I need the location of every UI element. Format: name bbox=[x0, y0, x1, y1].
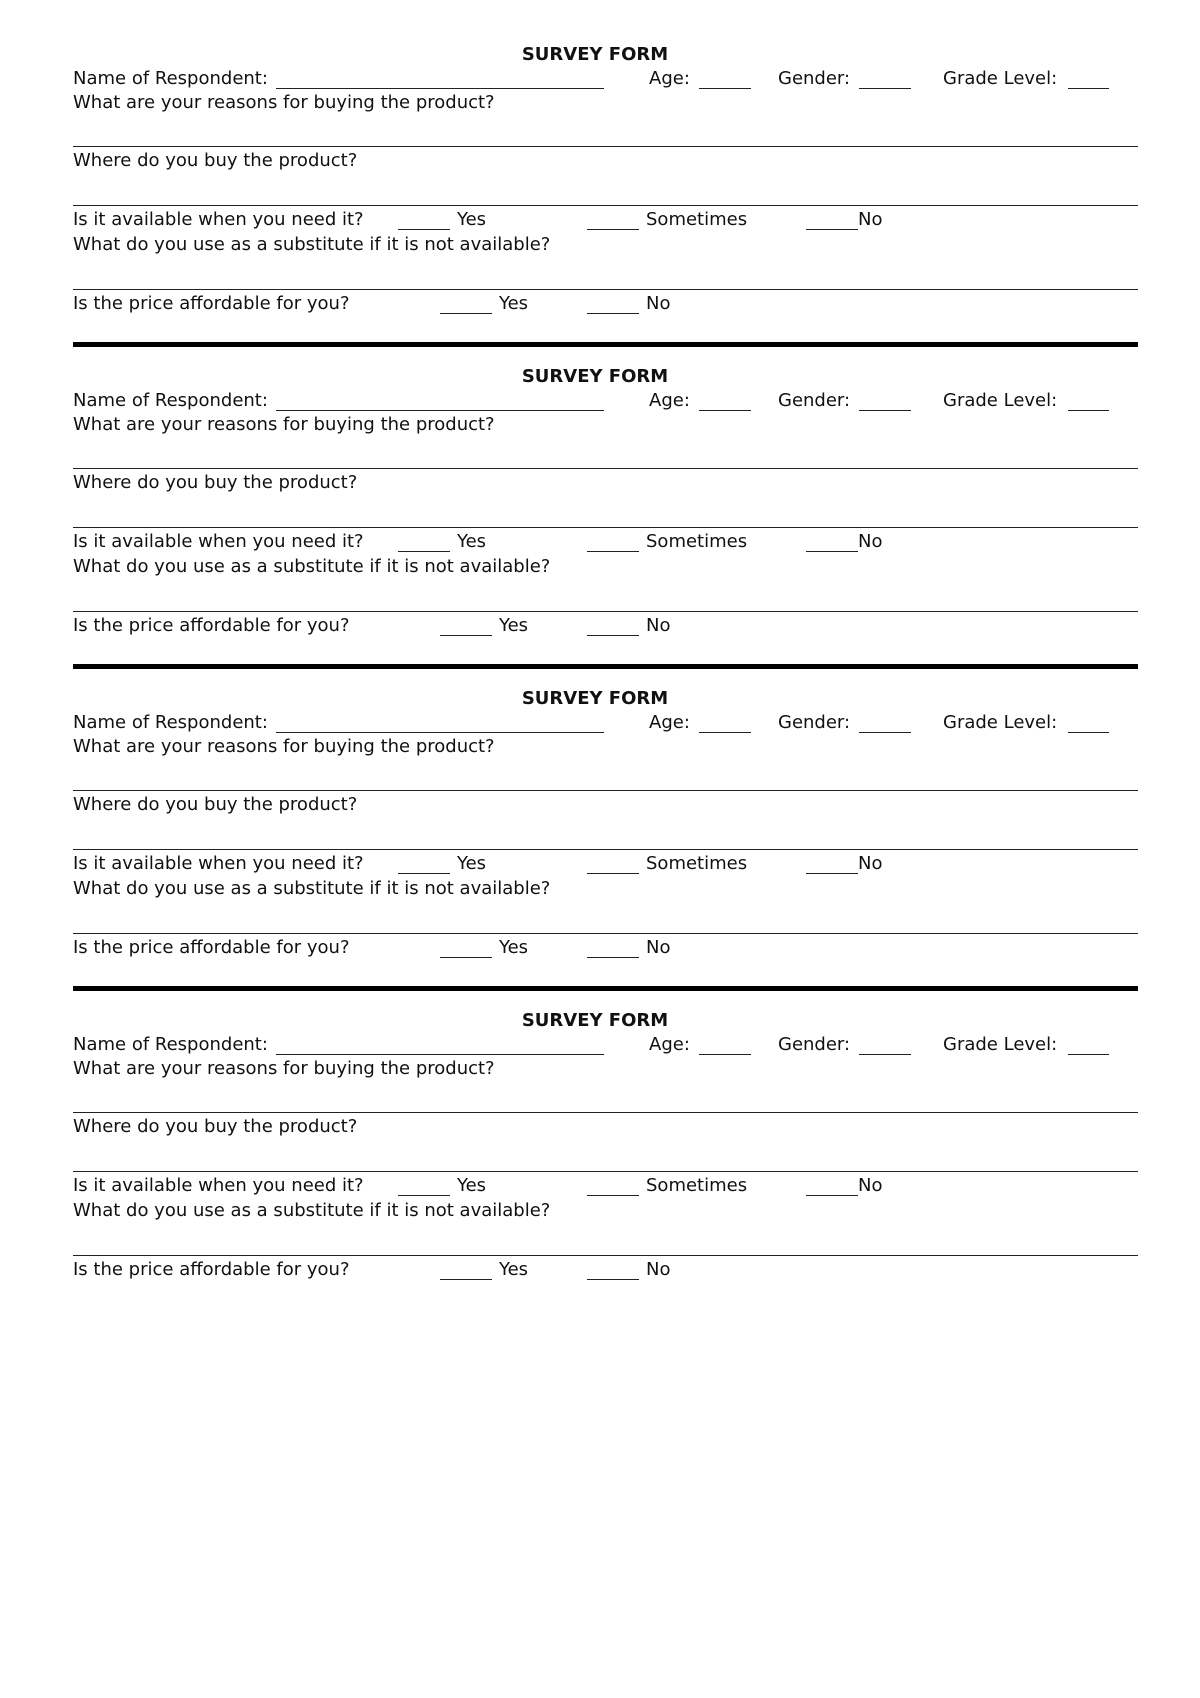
respondent-name-blank[interactable] bbox=[276, 716, 604, 733]
grade-level-label: Grade Level: bbox=[943, 712, 1058, 733]
survey-form-4 bbox=[0, 966, 1200, 1280]
question-where: Where do you buy the product? bbox=[73, 472, 358, 493]
answer-line-substitute[interactable] bbox=[73, 933, 1138, 934]
respondent-name-label: Name of Respondent: bbox=[73, 1034, 268, 1055]
question-price: Is the price affordable for you? bbox=[73, 937, 350, 958]
price-no-blank[interactable] bbox=[587, 1263, 639, 1280]
gender-label: Gender: bbox=[778, 390, 851, 411]
available-no-label: No bbox=[858, 853, 883, 874]
available-yes-label: Yes bbox=[457, 531, 487, 552]
question-available: Is it available when you need it? bbox=[73, 531, 364, 552]
answer-line-where[interactable] bbox=[73, 849, 1138, 850]
answer-line-substitute[interactable] bbox=[73, 289, 1138, 290]
question-where: Where do you buy the product? bbox=[73, 1116, 358, 1137]
answer-line-where[interactable] bbox=[73, 527, 1138, 528]
available-sometimes-blank[interactable] bbox=[587, 1179, 639, 1196]
available-yes-blank[interactable] bbox=[398, 535, 450, 552]
price-yes-blank[interactable] bbox=[440, 1263, 492, 1280]
price-no-label: No bbox=[646, 615, 671, 636]
price-no-blank[interactable] bbox=[587, 941, 639, 958]
grade-level-blank[interactable] bbox=[1068, 716, 1109, 733]
available-yes-label: Yes bbox=[457, 853, 487, 874]
available-yes-label: Yes bbox=[457, 1175, 487, 1196]
available-yes-blank[interactable] bbox=[398, 857, 450, 874]
price-yes-blank[interactable] bbox=[440, 297, 492, 314]
available-sometimes-blank[interactable] bbox=[587, 857, 639, 874]
answer-line-substitute[interactable] bbox=[73, 611, 1138, 612]
available-sometimes-label: Sometimes bbox=[646, 853, 748, 874]
available-no-label: No bbox=[858, 531, 883, 552]
answer-line-reasons[interactable] bbox=[73, 146, 1138, 147]
age-label: Age: bbox=[649, 712, 690, 733]
question-substitute: What do you use as a substitute if it is not available? bbox=[73, 878, 551, 899]
question-reasons: What are your reasons for buying the product? bbox=[73, 92, 495, 113]
answer-line-reasons[interactable] bbox=[73, 468, 1138, 469]
available-no-label: No bbox=[858, 209, 883, 230]
available-sometimes-label: Sometimes bbox=[646, 1175, 748, 1196]
gender-label: Gender: bbox=[778, 68, 851, 89]
available-no-blank[interactable] bbox=[806, 857, 858, 874]
price-no-blank[interactable] bbox=[587, 297, 639, 314]
price-yes-blank[interactable] bbox=[440, 619, 492, 636]
available-yes-blank[interactable] bbox=[398, 1179, 450, 1196]
age-blank[interactable] bbox=[699, 716, 751, 733]
available-no-blank[interactable] bbox=[806, 1179, 858, 1196]
available-no-label: No bbox=[858, 1175, 883, 1196]
available-sometimes-label: Sometimes bbox=[646, 209, 748, 230]
respondent-name-blank[interactable] bbox=[276, 394, 604, 411]
form-title: SURVEY FORM bbox=[521, 1010, 669, 1031]
question-where: Where do you buy the product? bbox=[73, 794, 358, 815]
survey-form-1 bbox=[0, 0, 1200, 314]
question-reasons: What are your reasons for buying the product? bbox=[73, 1058, 495, 1079]
age-blank[interactable] bbox=[699, 72, 751, 89]
question-available: Is it available when you need it? bbox=[73, 853, 364, 874]
question-price: Is the price affordable for you? bbox=[73, 615, 350, 636]
gender-label: Gender: bbox=[778, 712, 851, 733]
age-label: Age: bbox=[649, 390, 690, 411]
question-price: Is the price affordable for you? bbox=[73, 293, 350, 314]
gender-blank[interactable] bbox=[859, 394, 911, 411]
available-yes-blank[interactable] bbox=[398, 213, 450, 230]
gender-blank[interactable] bbox=[859, 72, 911, 89]
respondent-name-label: Name of Respondent: bbox=[73, 390, 268, 411]
price-yes-blank[interactable] bbox=[440, 941, 492, 958]
grade-level-label: Grade Level: bbox=[943, 1034, 1058, 1055]
answer-line-substitute[interactable] bbox=[73, 1255, 1138, 1256]
available-sometimes-blank[interactable] bbox=[587, 213, 639, 230]
price-yes-label: Yes bbox=[499, 1259, 529, 1280]
question-price: Is the price affordable for you? bbox=[73, 1259, 350, 1280]
respondent-name-label: Name of Respondent: bbox=[73, 712, 268, 733]
respondent-name-blank[interactable] bbox=[276, 72, 604, 89]
available-no-blank[interactable] bbox=[806, 535, 858, 552]
answer-line-reasons[interactable] bbox=[73, 1112, 1138, 1113]
grade-level-blank[interactable] bbox=[1068, 1038, 1109, 1055]
available-yes-label: Yes bbox=[457, 209, 487, 230]
price-no-label: No bbox=[646, 1259, 671, 1280]
price-no-label: No bbox=[646, 293, 671, 314]
survey-form-2 bbox=[0, 322, 1200, 636]
form-title: SURVEY FORM bbox=[521, 366, 669, 387]
answer-line-where[interactable] bbox=[73, 1171, 1138, 1172]
gender-label: Gender: bbox=[778, 1034, 851, 1055]
gender-blank[interactable] bbox=[859, 1038, 911, 1055]
grade-level-blank[interactable] bbox=[1068, 394, 1109, 411]
form-title: SURVEY FORM bbox=[521, 44, 669, 65]
survey-form-3 bbox=[0, 644, 1200, 958]
question-available: Is it available when you need it? bbox=[73, 1175, 364, 1196]
question-reasons: What are your reasons for buying the product? bbox=[73, 736, 495, 757]
question-substitute: What do you use as a substitute if it is not available? bbox=[73, 1200, 551, 1221]
age-blank[interactable] bbox=[699, 1038, 751, 1055]
price-no-blank[interactable] bbox=[587, 619, 639, 636]
answer-line-reasons[interactable] bbox=[73, 790, 1138, 791]
age-blank[interactable] bbox=[699, 394, 751, 411]
price-yes-label: Yes bbox=[499, 937, 529, 958]
available-sometimes-blank[interactable] bbox=[587, 535, 639, 552]
price-yes-label: Yes bbox=[499, 293, 529, 314]
available-no-blank[interactable] bbox=[806, 213, 858, 230]
age-label: Age: bbox=[649, 68, 690, 89]
respondent-name-blank[interactable] bbox=[276, 1038, 604, 1055]
grade-level-label: Grade Level: bbox=[943, 68, 1058, 89]
grade-level-label: Grade Level: bbox=[943, 390, 1058, 411]
question-substitute: What do you use as a substitute if it is not available? bbox=[73, 234, 551, 255]
grade-level-blank[interactable] bbox=[1068, 72, 1109, 89]
form-title: SURVEY FORM bbox=[521, 688, 669, 709]
age-label: Age: bbox=[649, 1034, 690, 1055]
question-available: Is it available when you need it? bbox=[73, 209, 364, 230]
gender-blank[interactable] bbox=[859, 716, 911, 733]
respondent-name-label: Name of Respondent: bbox=[73, 68, 268, 89]
question-substitute: What do you use as a substitute if it is not available? bbox=[73, 556, 551, 577]
answer-line-where[interactable] bbox=[73, 205, 1138, 206]
question-reasons: What are your reasons for buying the product? bbox=[73, 414, 495, 435]
price-no-label: No bbox=[646, 937, 671, 958]
price-yes-label: Yes bbox=[499, 615, 529, 636]
question-where: Where do you buy the product? bbox=[73, 150, 358, 171]
available-sometimes-label: Sometimes bbox=[646, 531, 748, 552]
